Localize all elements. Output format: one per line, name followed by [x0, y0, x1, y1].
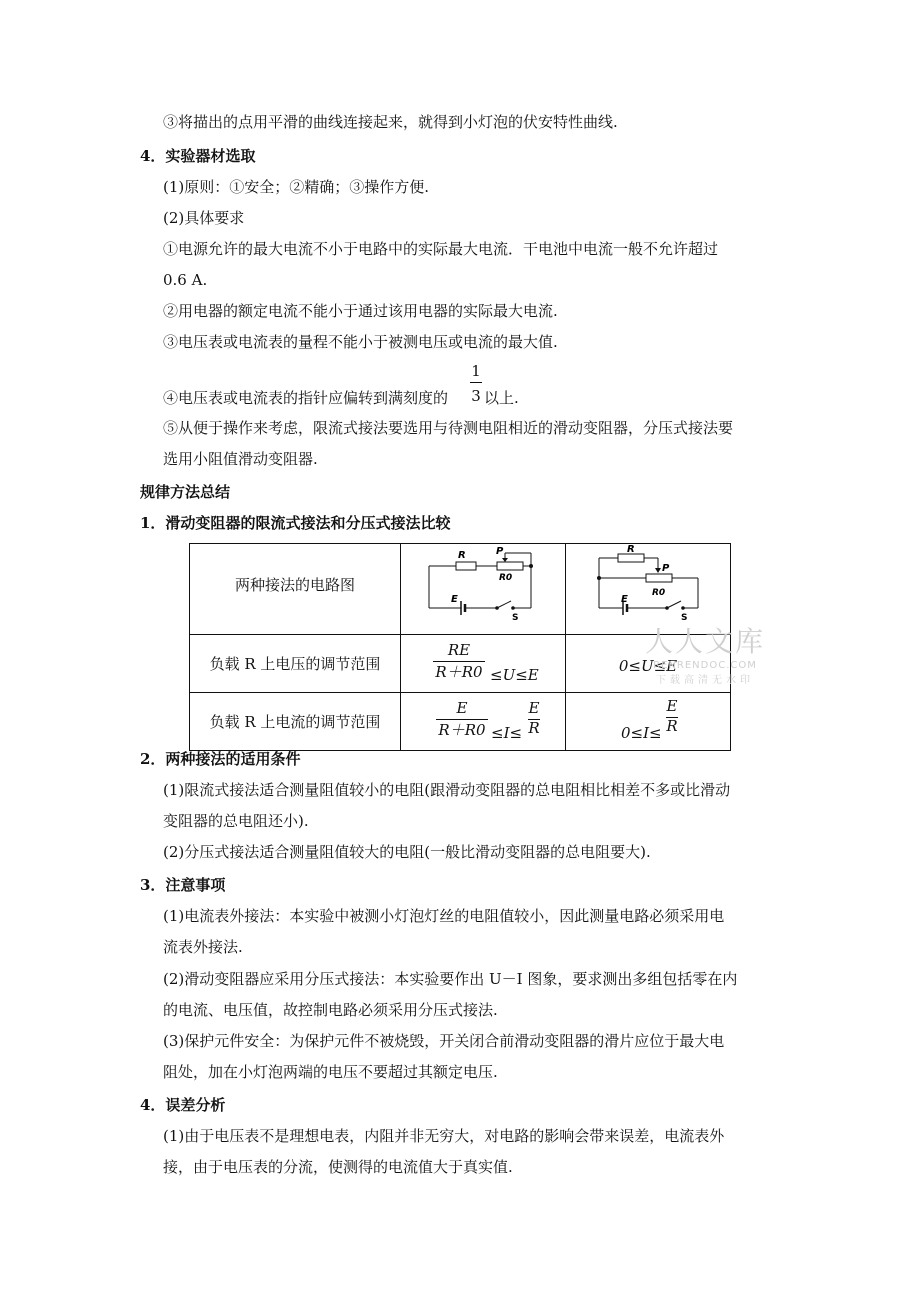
label-e: E [451, 594, 458, 605]
text-line: (1)电流表外接法：本实验中被测小灯泡灯丝的电阻值较小，因此测量电路必须采用电 [163, 907, 725, 925]
table-row [190, 693, 731, 751]
table-cell [190, 544, 401, 635]
text-line: (2)分压式接法适合测量阻值较大的电阻(一般比滑动变阻器的总电阻要大). [163, 843, 651, 861]
slider-arrow [655, 568, 661, 573]
row-label: 负载 R 上电压的调节范围 [209, 655, 381, 673]
slider-arrow [502, 558, 508, 562]
watermark-sub: 下载高清无水印 [656, 675, 754, 686]
label-p: P [496, 546, 504, 557]
text-line: ④电压表或电流表的指针应偏转到满刻度的 [163, 389, 449, 407]
fraction-denominator: 3 [471, 387, 481, 405]
section-heading: 4．实验器材选取 [140, 147, 256, 165]
fraction-bar [436, 719, 488, 720]
section-heading: 4．误差分析 [140, 1096, 226, 1114]
text-line: ③将描出的点用平滑的曲线连接起来，就得到小灯泡的伏安特性曲线. [163, 113, 618, 131]
text-line: (2)滑动变阻器应采用分压式接法：本实验要作出 U－I 图象，要求测出多组包括零在内 [163, 970, 738, 988]
table-cell [401, 693, 566, 751]
fraction-numerator: E [666, 697, 678, 715]
row-label: 两种接法的电路图 [234, 576, 355, 594]
text-line: (1)限流式接法适合测量阻值较小的电阻(跟滑动变阻器的总电阻相比相差不多或比滑动 [163, 781, 731, 799]
section-heading: 规律方法总结 [140, 483, 231, 501]
resistor-r [618, 554, 644, 562]
table-cell [566, 693, 731, 751]
text-line: (1)原则：①安全；②精确；③操作方便. [163, 178, 430, 196]
section-heading: 1．滑动变阻器的限流式接法和分压式接法比较 [140, 514, 451, 532]
table-cell [190, 635, 401, 693]
label-r0: R0 [499, 573, 513, 583]
label-p: P [662, 563, 670, 574]
label-s: S [681, 613, 688, 623]
text-line: (3)保护元件安全：为保护元件不被烧毁，开关闭合前滑动变阻器的滑片应位于最大电 [163, 1032, 725, 1050]
section-heading: 2．两种接法的适用条件 [140, 750, 301, 768]
text-line: 以上. [484, 389, 519, 407]
range-expression: 0≤U≤E [618, 657, 678, 675]
text-line: (2)具体要求 [163, 209, 245, 227]
text-line: (1)由于电压表不是理想电表，内阻并非无穷大，对电路的影响会带来误差，电流表外 [163, 1127, 725, 1145]
range-expression: ≤U≤E [490, 666, 539, 684]
table-cell [190, 693, 401, 751]
text-line: 0.6 A. [163, 271, 208, 289]
rheostat-r0 [646, 574, 672, 582]
rheostat-r0 [497, 562, 523, 570]
range-expression: ≤I≤ [491, 724, 523, 742]
text-line: ②用电器的额定电流不能小于通过该用电器的实际最大电流. [163, 302, 558, 320]
divider-circuit-diagram [566, 544, 731, 630]
label-s: S [512, 613, 519, 623]
table-cell [401, 635, 566, 693]
section-heading: 3．注意事项 [140, 876, 226, 894]
fraction-denominator: R＋R0 [435, 663, 483, 681]
fraction-numerator: E [456, 699, 468, 717]
text-line: 流表外接法. [163, 938, 243, 956]
fraction-denominator: R＋R0 [438, 721, 486, 739]
fraction-numerator: RE [447, 641, 471, 659]
fraction-denominator: R [666, 717, 678, 735]
text-line: 的电流、电压值，故控制电路必须采用分压式接法. [163, 1001, 498, 1019]
fraction-bar [433, 661, 485, 662]
text-line: 选用小阻值滑动变阻器. [163, 450, 318, 468]
label-r0: R0 [652, 588, 666, 598]
label-r: R [627, 544, 635, 555]
text-line: 变阻器的总电阻还小). [163, 812, 309, 830]
range-expression: 0≤I≤ [621, 724, 662, 742]
fraction-denominator: R [528, 719, 540, 737]
text-line: 接，由于电压表的分流，使测得的电流值大于真实值. [163, 1158, 513, 1176]
resistor-r [456, 562, 476, 570]
row-label: 负载 R 上电流的调节范围 [209, 713, 381, 731]
fraction-bar [470, 382, 482, 383]
limiting-circuit-diagram [401, 544, 566, 630]
text-line: ⑤从便于操作来考虑，限流式接法要选用与待测电阻相近的滑动变阻器，分压式接法要 [163, 419, 734, 437]
text-line: ①电源允许的最大电流不小于电路中的实际最大电流．干电池中电流一般不允许超过 [163, 240, 719, 258]
watermark [640, 620, 770, 686]
fraction-numerator: E [528, 699, 540, 717]
fraction-numerator: 1 [471, 362, 481, 380]
label-e: E [621, 594, 628, 605]
text-line: 阻处，加在小灯泡两端的电压不要超过其额定电压. [163, 1063, 498, 1081]
text-line: ③电压表或电流表的量程不能小于被测电压或电流的最大值. [163, 333, 558, 351]
watermark-main: 人人文库 [644, 625, 765, 658]
watermark-site: RENRENDOC.COM [653, 660, 757, 671]
label-r: R [458, 550, 466, 561]
table-cell [401, 544, 566, 635]
